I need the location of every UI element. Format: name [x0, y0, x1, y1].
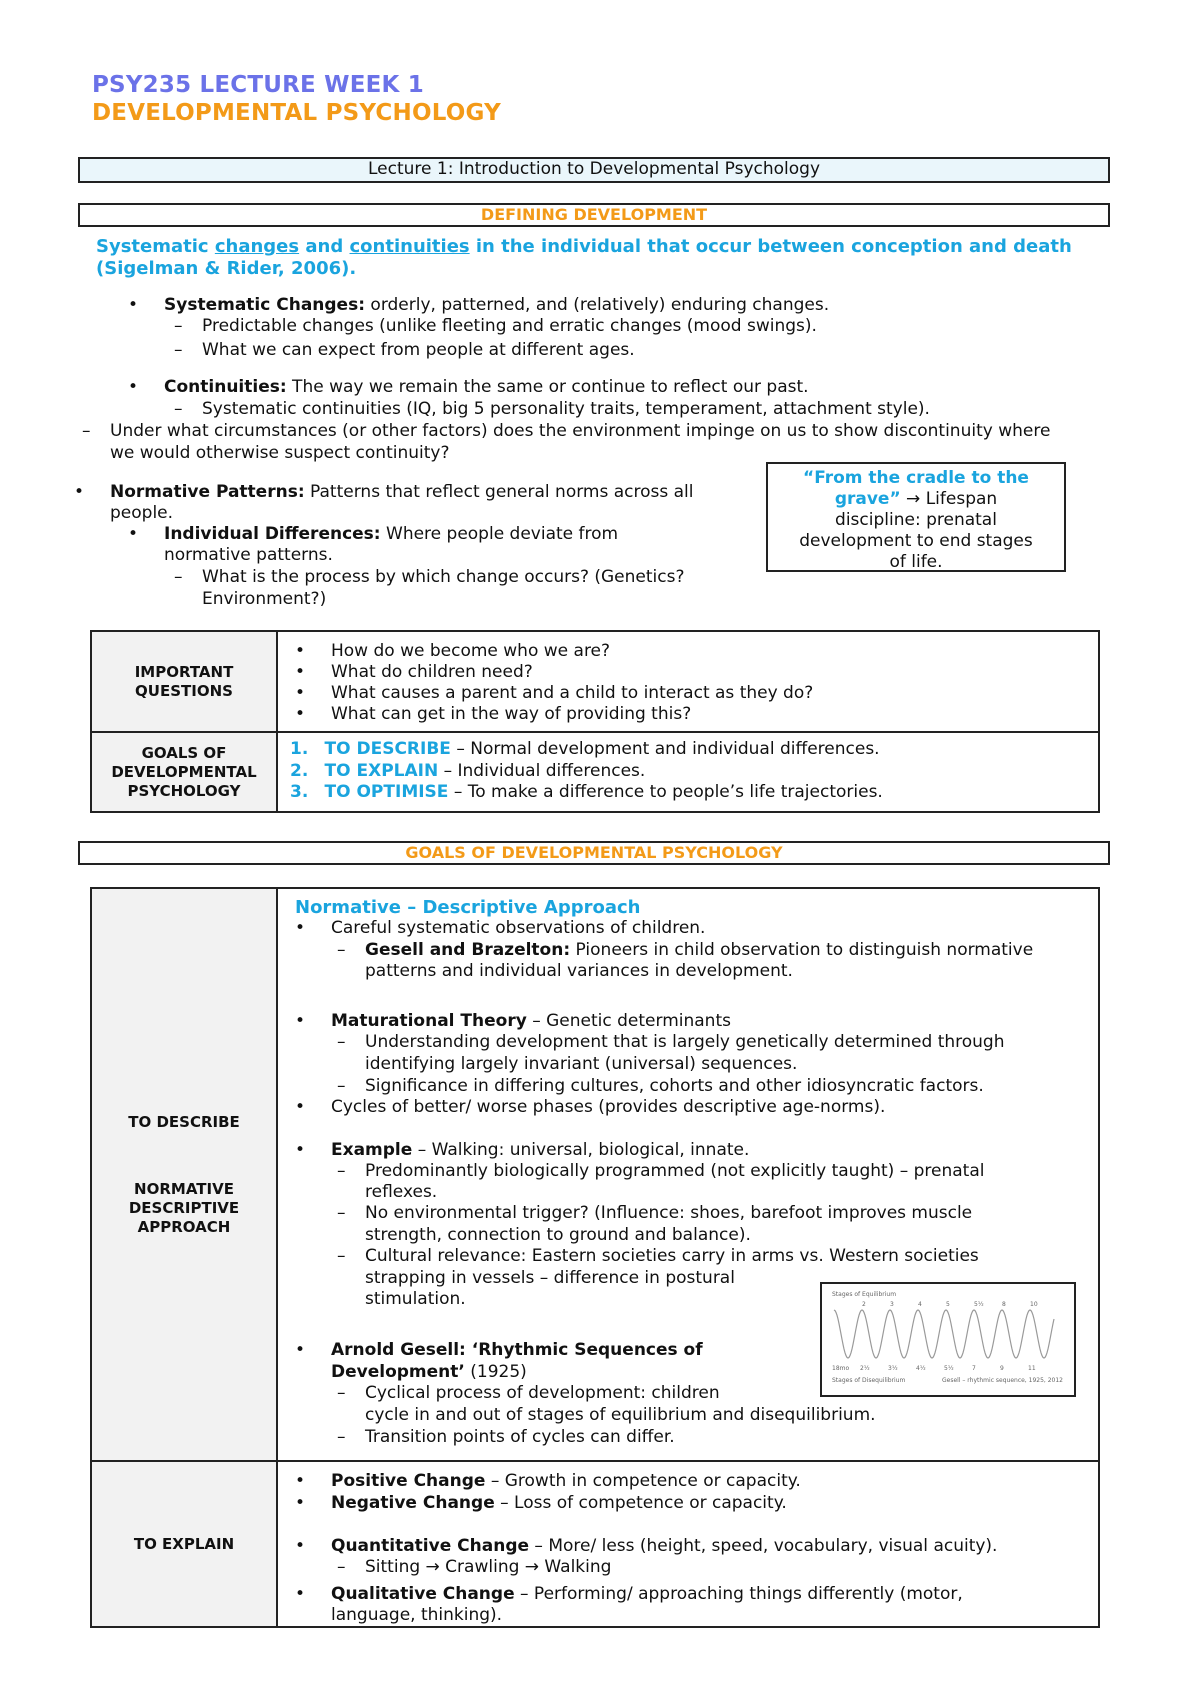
list-item: patterns and individual variances in development. — [365, 961, 793, 981]
tick-label: 3 — [890, 1301, 894, 1308]
list-item: • Careful systematic observations of children. — [331, 918, 705, 939]
list-item: cycle in and out of stages of equilibrium and disequilibrium. — [365, 1405, 876, 1425]
tick-label: 8 — [1002, 1301, 1006, 1308]
goals-table — [90, 887, 1100, 1628]
goal-describe: 1. TO DESCRIBE – Normal development and individual differences. — [290, 739, 880, 759]
course-title: PSY235 LECTURE WEEK 1 — [92, 72, 424, 98]
list-item: we would otherwise suspect continuity? — [110, 443, 450, 463]
list-item: • Maturational Theory – Genetic determinants — [331, 1011, 731, 1032]
list-item: • Qualitative Change – Performing/ approaching things differently (motor, — [331, 1584, 963, 1605]
list-item: • Example – Walking: universal, biological, innate. — [331, 1140, 749, 1161]
list-item: – Transition points of cycles can differ. — [365, 1427, 675, 1448]
subject-title: DEVELOPMENTAL PSYCHOLOGY — [92, 100, 501, 126]
figure-right-caption: Gesell – rhythmic sequence, 1925, 2012 — [942, 1377, 1063, 1384]
normative-patterns: • Normative Patterns: Patterns that reflect general norms across all — [110, 482, 694, 503]
questions-list — [277, 631, 1099, 732]
definition: Systematic changes and continuities in the individual that occur between conception and death (Sigelman & Rider, 2006). — [96, 236, 1072, 279]
to-describe-label: TO DESCRIBE NORMATIVE DESCRIPTIVE APPROACH — [91, 888, 277, 1461]
tick-label: 10 — [1030, 1301, 1038, 1308]
list-item: • What do children need? — [331, 662, 533, 683]
lecture-title-bar: Lecture 1: Introduction to Developmental Psychology — [78, 157, 1110, 183]
list-item: strapping in vessels – difference in postural — [365, 1268, 735, 1288]
list-item: • What causes a parent and a child to interact as they do? — [331, 683, 813, 704]
goal-explain: 2. TO EXPLAIN – Individual differences. — [290, 761, 646, 781]
list-item: – Predictable changes (unlike fleeting and erratic changes (mood swings). — [202, 316, 817, 337]
list-item: – Gesell and Brazelton: Pioneers in child observation to distinguish normative — [365, 940, 1033, 961]
list-item: – Under what circumstances (or other factors) does the environment impinge on us to show discontinuity where — [110, 421, 1050, 442]
list-item: – What is the process by which change occurs? (Genetics? — [202, 567, 685, 588]
goals-heading: GOALS OF DEVELOPMENTAL PSYCHOLOGY — [78, 841, 1110, 865]
list-item: language, thinking). — [331, 1605, 503, 1625]
list-item: reflexes. — [365, 1182, 438, 1202]
tick-label: 4 — [918, 1301, 922, 1308]
tick-label: 5 — [946, 1301, 950, 1308]
list-item: normative patterns. — [164, 545, 333, 565]
list-item: – Systematic continuities (IQ, big 5 personality traits, temperament, attachment style). — [202, 399, 930, 420]
defining-heading: DEFINING DEVELOPMENT — [78, 203, 1110, 227]
list-item: identifying largely invariant (universal) sequences. — [365, 1054, 798, 1074]
figure-left-caption: Stages of Disequilibrium — [832, 1377, 906, 1384]
goals-list — [277, 732, 1099, 812]
tick-label: 2 — [862, 1301, 866, 1308]
list-item: • Positive Change – Growth in competence or capacity. — [331, 1471, 801, 1492]
questions-table — [90, 630, 1100, 813]
list-item: – Understanding development that is largely genetically determined through — [365, 1032, 1005, 1053]
cycle-wave — [834, 1310, 1054, 1358]
list-item: – Cultural relevance: Eastern societies carry in arms vs. Western societies — [365, 1246, 979, 1267]
important-questions-label: IMPORTANT QUESTIONS — [91, 631, 277, 732]
tick-label: 18mo — [832, 1365, 850, 1372]
approach-heading: Normative – Descriptive Approach — [295, 897, 641, 918]
list-item: – Significance in differing cultures, cohorts and other idiosyncratic factors. — [365, 1076, 984, 1097]
list-item: • What can get in the way of providing this? — [331, 704, 691, 725]
tick-label: 4½ — [916, 1365, 926, 1372]
continuities: • Continuities: The way we remain the same or continue to reflect our past. — [164, 377, 809, 398]
lifespan-quote-box: “From the cradle to the grave” → Lifespan discipline: prenatal development to end stages of life. — [766, 462, 1066, 572]
list-item: – No environmental trigger? (Influence: shoes, barefoot improves muscle — [365, 1203, 972, 1224]
tick-label: 11 — [1028, 1365, 1036, 1372]
list-item: • Quantitative Change – More/ less (height, speed, vocabulary, visual acuity). — [331, 1536, 997, 1557]
goals-label: GOALS OF DEVELOPMENTAL PSYCHOLOGY — [91, 732, 277, 812]
tick-label: 9 — [1000, 1365, 1004, 1372]
list-item: – Cyclical process of development: children — [365, 1383, 720, 1404]
list-item: • How do we become who we are? — [331, 641, 610, 662]
figure-title: Stages of Equilibrium — [832, 1291, 897, 1298]
goal-optimise: 3. TO OPTIMISE – To make a difference to people’s life trajectories. — [290, 782, 883, 802]
gesell-cycle-figure — [820, 1282, 1076, 1397]
to-explain-label: TO EXPLAIN — [91, 1461, 277, 1627]
explain-content — [277, 1461, 1099, 1627]
list-item: Environment?) — [202, 589, 327, 609]
list-item: – Predominantly biologically programmed (not explicitly taught) – prenatal — [365, 1161, 984, 1182]
list-item: Development’ (1925) — [331, 1362, 527, 1382]
tick-label: 3½ — [888, 1365, 898, 1372]
list-item: strength, connection to ground and balance). — [365, 1225, 751, 1245]
list-item: people. — [110, 503, 174, 523]
list-item: • Cycles of better/ worse phases (provides descriptive age-norms). — [331, 1097, 885, 1118]
list-item: • Arnold Gesell: ‘Rhythmic Sequences of — [331, 1340, 703, 1361]
list-item: – Sitting → Crawling → Walking — [365, 1557, 611, 1578]
tick-label: 7 — [972, 1365, 976, 1372]
tick-label: 2½ — [860, 1365, 870, 1372]
list-item: – What we can expect from people at different ages. — [202, 340, 635, 361]
systematic-changes: • Systematic Changes: orderly, patterned, and (relatively) enduring changes. — [164, 295, 829, 316]
tick-label: 5½ — [944, 1365, 954, 1372]
list-item: • Negative Change – Loss of competence or capacity. — [331, 1493, 787, 1514]
list-item: stimulation. — [365, 1289, 466, 1309]
individual-differences: • Individual Differences: Where people deviate from — [164, 524, 618, 545]
cycle-wave-svg — [822, 1284, 1074, 1395]
tick-label: 5½ — [974, 1301, 984, 1308]
